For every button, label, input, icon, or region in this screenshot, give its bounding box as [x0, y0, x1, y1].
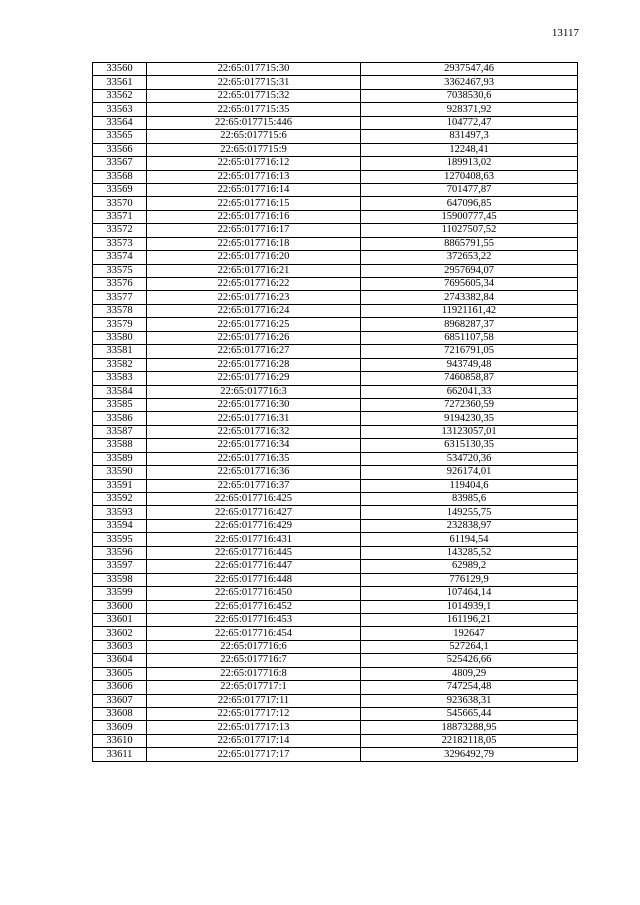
- value-cell: 9194230,35: [361, 412, 578, 425]
- value-cell: 923638,31: [361, 694, 578, 707]
- value-cell: 525426,66: [361, 654, 578, 667]
- table-row: [93, 304, 578, 317]
- value-cell: 534720,36: [361, 452, 578, 465]
- table-row: [93, 573, 578, 586]
- cadastral-number-cell: 22:65:017716:15: [147, 197, 361, 210]
- cadastral-number-cell: 22:65:017716:454: [147, 627, 361, 640]
- cadastral-number-cell: 22:65:017716:3: [147, 385, 361, 398]
- table-row: [93, 681, 578, 694]
- row-number-cell: 33564: [93, 116, 147, 129]
- row-number-cell: 33601: [93, 613, 147, 626]
- table-row: [93, 130, 578, 143]
- table-row: [93, 170, 578, 183]
- cadastral-number-cell: 22:65:017715:446: [147, 116, 361, 129]
- cadastral-number-cell: 22:65:017717:1: [147, 681, 361, 694]
- row-number-cell: 33598: [93, 573, 147, 586]
- cadastral-number-cell: 22:65:017716:25: [147, 318, 361, 331]
- cadastral-number-cell: 22:65:017716:425: [147, 493, 361, 506]
- cadastral-number-cell: 22:65:017716:28: [147, 358, 361, 371]
- row-number-cell: 33566: [93, 143, 147, 156]
- table-row: [93, 439, 578, 452]
- value-cell: 8968287,37: [361, 318, 578, 331]
- cadastral-number-cell: 22:65:017716:6: [147, 640, 361, 653]
- cadastral-number-cell: 22:65:017716:34: [147, 439, 361, 452]
- cadastral-number-cell: 22:65:017716:12: [147, 157, 361, 170]
- table-row: [93, 398, 578, 411]
- table-row: [93, 667, 578, 680]
- value-cell: 7460858,87: [361, 372, 578, 385]
- value-cell: 662041,33: [361, 385, 578, 398]
- cadastral-number-cell: 22:65:017716:32: [147, 425, 361, 438]
- value-cell: 107464,14: [361, 587, 578, 600]
- table-row: [93, 224, 578, 237]
- row-number-cell: 33567: [93, 157, 147, 170]
- cadastral-number-cell: 22:65:017716:21: [147, 264, 361, 277]
- table-row: [93, 197, 578, 210]
- table-row: [93, 372, 578, 385]
- row-number-cell: 33609: [93, 721, 147, 734]
- value-cell: 1014939,1: [361, 600, 578, 613]
- value-cell: 926174,01: [361, 466, 578, 479]
- table-row: [93, 76, 578, 89]
- cadastral-number-cell: 22:65:017717:14: [147, 734, 361, 747]
- cadastral-number-cell: 22:65:017716:24: [147, 304, 361, 317]
- cadastral-number-cell: 22:65:017716:20: [147, 251, 361, 264]
- value-cell: 13123057,01: [361, 425, 578, 438]
- value-cell: 747254,48: [361, 681, 578, 694]
- row-number-cell: 33602: [93, 627, 147, 640]
- cadastral-number-cell: 22:65:017717:12: [147, 708, 361, 721]
- row-number-cell: 33600: [93, 600, 147, 613]
- cadastral-number-cell: 22:65:017716:26: [147, 331, 361, 344]
- value-cell: 8865791,55: [361, 237, 578, 250]
- table-row: [93, 278, 578, 291]
- row-number-cell: 33603: [93, 640, 147, 653]
- value-cell: 62989,2: [361, 560, 578, 573]
- table-row: [93, 183, 578, 196]
- table-row: [93, 560, 578, 573]
- row-number-cell: 33596: [93, 546, 147, 559]
- cadastral-number-cell: 22:65:017716:16: [147, 210, 361, 223]
- value-cell: 12248,41: [361, 143, 578, 156]
- value-cell: 7216791,05: [361, 345, 578, 358]
- row-number-cell: 33573: [93, 237, 147, 250]
- table-row: [93, 546, 578, 559]
- cadastral-number-cell: 22:65:017717:13: [147, 721, 361, 734]
- value-cell: 189913,02: [361, 157, 578, 170]
- value-cell: 6315130,35: [361, 439, 578, 452]
- cadastral-number-cell: 22:65:017715:6: [147, 130, 361, 143]
- value-cell: 2743382,84: [361, 291, 578, 304]
- cadastral-number-cell: 22:65:017716:37: [147, 479, 361, 492]
- table-row: [93, 318, 578, 331]
- value-cell: 7038530,6: [361, 89, 578, 102]
- cadastral-number-cell: 22:65:017715:31: [147, 76, 361, 89]
- value-cell: 928371,92: [361, 103, 578, 116]
- table-row: [93, 600, 578, 613]
- table-row: [93, 89, 578, 102]
- value-cell: 161196,21: [361, 613, 578, 626]
- row-number-cell: 33578: [93, 304, 147, 317]
- cadastral-number-cell: 22:65:017716:452: [147, 600, 361, 613]
- table-row: [93, 251, 578, 264]
- row-number-cell: 33591: [93, 479, 147, 492]
- value-cell: 776129,9: [361, 573, 578, 586]
- row-number-cell: 33607: [93, 694, 147, 707]
- value-cell: 2957694,07: [361, 264, 578, 277]
- value-cell: 647096,85: [361, 197, 578, 210]
- value-cell: 545665,44: [361, 708, 578, 721]
- row-number-cell: 33577: [93, 291, 147, 304]
- cadastral-number-cell: 22:65:017716:431: [147, 533, 361, 546]
- row-number-cell: 33583: [93, 372, 147, 385]
- value-cell: 15900777,45: [361, 210, 578, 223]
- row-number-cell: 33562: [93, 89, 147, 102]
- cadastral-number-cell: 22:65:017716:453: [147, 613, 361, 626]
- row-number-cell: 33587: [93, 425, 147, 438]
- table-row: [93, 694, 578, 707]
- table-row: [93, 721, 578, 734]
- value-cell: 1270408,63: [361, 170, 578, 183]
- cadastral-value-table: [92, 62, 578, 762]
- cadastral-number-cell: 22:65:017716:22: [147, 278, 361, 291]
- table-row: [93, 748, 578, 761]
- row-number-cell: 33560: [93, 63, 147, 76]
- value-cell: 192647: [361, 627, 578, 640]
- table-row: [93, 63, 578, 76]
- row-number-cell: 33586: [93, 412, 147, 425]
- table-row: [93, 654, 578, 667]
- cadastral-number-cell: 22:65:017716:23: [147, 291, 361, 304]
- row-number-cell: 33595: [93, 533, 147, 546]
- row-number-cell: 33580: [93, 331, 147, 344]
- cadastral-number-cell: 22:65:017715:30: [147, 63, 361, 76]
- table-row: [93, 385, 578, 398]
- value-cell: 61194,54: [361, 533, 578, 546]
- cadastral-number-cell: 22:65:017716:7: [147, 654, 361, 667]
- cadastral-number-cell: 22:65:017716:450: [147, 587, 361, 600]
- row-number-cell: 33568: [93, 170, 147, 183]
- row-number-cell: 33574: [93, 251, 147, 264]
- value-cell: 2937547,46: [361, 63, 578, 76]
- cadastral-number-cell: 22:65:017716:17: [147, 224, 361, 237]
- value-cell: 11027507,52: [361, 224, 578, 237]
- row-number-cell: 33599: [93, 587, 147, 600]
- row-number-cell: 33570: [93, 197, 147, 210]
- value-cell: 232838,97: [361, 519, 578, 532]
- row-number-cell: 33588: [93, 439, 147, 452]
- cadastral-number-cell: 22:65:017716:447: [147, 560, 361, 573]
- row-number-cell: 33604: [93, 654, 147, 667]
- cadastral-number-cell: 22:65:017715:35: [147, 103, 361, 116]
- table-row: [93, 708, 578, 721]
- page-number: 13117: [551, 27, 579, 39]
- table-row: [93, 734, 578, 747]
- table-row: [93, 291, 578, 304]
- value-cell: 83985,6: [361, 493, 578, 506]
- row-number-cell: 33592: [93, 493, 147, 506]
- value-cell: 6851107,58: [361, 331, 578, 344]
- row-number-cell: 33606: [93, 681, 147, 694]
- table-body: [93, 63, 578, 762]
- value-cell: 11921161,42: [361, 304, 578, 317]
- value-cell: 372653,22: [361, 251, 578, 264]
- value-cell: 3296492,79: [361, 748, 578, 761]
- row-number-cell: 33610: [93, 734, 147, 747]
- cadastral-number-cell: 22:65:017716:29: [147, 372, 361, 385]
- row-number-cell: 33563: [93, 103, 147, 116]
- value-cell: 149255,75: [361, 506, 578, 519]
- value-cell: 143285,52: [361, 546, 578, 559]
- row-number-cell: 33605: [93, 667, 147, 680]
- row-number-cell: 33584: [93, 385, 147, 398]
- value-cell: 4809,29: [361, 667, 578, 680]
- table-row: [93, 533, 578, 546]
- cadastral-number-cell: 22:65:017716:8: [147, 667, 361, 680]
- table-row: [93, 519, 578, 532]
- row-number-cell: 33611: [93, 748, 147, 761]
- row-number-cell: 33590: [93, 466, 147, 479]
- value-cell: 943749,48: [361, 358, 578, 371]
- cadastral-number-cell: 22:65:017717:17: [147, 748, 361, 761]
- table-row: [93, 479, 578, 492]
- cadastral-number-cell: 22:65:017716:31: [147, 412, 361, 425]
- cadastral-number-cell: 22:65:017716:429: [147, 519, 361, 532]
- row-number-cell: 33571: [93, 210, 147, 223]
- table-row: [93, 493, 578, 506]
- table-row: [93, 640, 578, 653]
- cadastral-number-cell: 22:65:017716:13: [147, 170, 361, 183]
- table-row: [93, 103, 578, 116]
- table-row: [93, 237, 578, 250]
- value-cell: 18873288,95: [361, 721, 578, 734]
- table-row: [93, 452, 578, 465]
- row-number-cell: 33608: [93, 708, 147, 721]
- value-cell: 3362467,93: [361, 76, 578, 89]
- cadastral-number-cell: 22:65:017716:30: [147, 398, 361, 411]
- table-row: [93, 506, 578, 519]
- cadastral-number-cell: 22:65:017715:32: [147, 89, 361, 102]
- row-number-cell: 33565: [93, 130, 147, 143]
- table-row: [93, 358, 578, 371]
- row-number-cell: 33589: [93, 452, 147, 465]
- value-cell: 831497,3: [361, 130, 578, 143]
- row-number-cell: 33582: [93, 358, 147, 371]
- table-row: [93, 143, 578, 156]
- table-row: [93, 210, 578, 223]
- row-number-cell: 33575: [93, 264, 147, 277]
- table-row: [93, 412, 578, 425]
- row-number-cell: 33569: [93, 183, 147, 196]
- value-cell: 119404,6: [361, 479, 578, 492]
- value-cell: 701477,87: [361, 183, 578, 196]
- table-row: [93, 613, 578, 626]
- cadastral-number-cell: 22:65:017716:36: [147, 466, 361, 479]
- table-row: [93, 627, 578, 640]
- table-row: [93, 116, 578, 129]
- value-cell: 7695605,34: [361, 278, 578, 291]
- row-number-cell: 33585: [93, 398, 147, 411]
- value-cell: 22182118,05: [361, 734, 578, 747]
- cadastral-number-cell: 22:65:017715:9: [147, 143, 361, 156]
- cadastral-number-cell: 22:65:017716:448: [147, 573, 361, 586]
- cadastral-number-cell: 22:65:017716:445: [147, 546, 361, 559]
- row-number-cell: 33561: [93, 76, 147, 89]
- table-row: [93, 345, 578, 358]
- table-row: [93, 587, 578, 600]
- cadastral-number-cell: 22:65:017716:18: [147, 237, 361, 250]
- table-row: [93, 425, 578, 438]
- table-row: [93, 157, 578, 170]
- table-row: [93, 331, 578, 344]
- row-number-cell: 33572: [93, 224, 147, 237]
- cadastral-number-cell: 22:65:017717:11: [147, 694, 361, 707]
- row-number-cell: 33581: [93, 345, 147, 358]
- value-cell: 527264,1: [361, 640, 578, 653]
- row-number-cell: 33597: [93, 560, 147, 573]
- cadastral-number-cell: 22:65:017716:35: [147, 452, 361, 465]
- value-cell: 104772,47: [361, 116, 578, 129]
- row-number-cell: 33594: [93, 519, 147, 532]
- cadastral-number-cell: 22:65:017716:427: [147, 506, 361, 519]
- table-row: [93, 466, 578, 479]
- row-number-cell: 33576: [93, 278, 147, 291]
- cadastral-number-cell: 22:65:017716:14: [147, 183, 361, 196]
- cadastral-number-cell: 22:65:017716:27: [147, 345, 361, 358]
- value-cell: 7272360,59: [361, 398, 578, 411]
- table-row: [93, 264, 578, 277]
- row-number-cell: 33579: [93, 318, 147, 331]
- row-number-cell: 33593: [93, 506, 147, 519]
